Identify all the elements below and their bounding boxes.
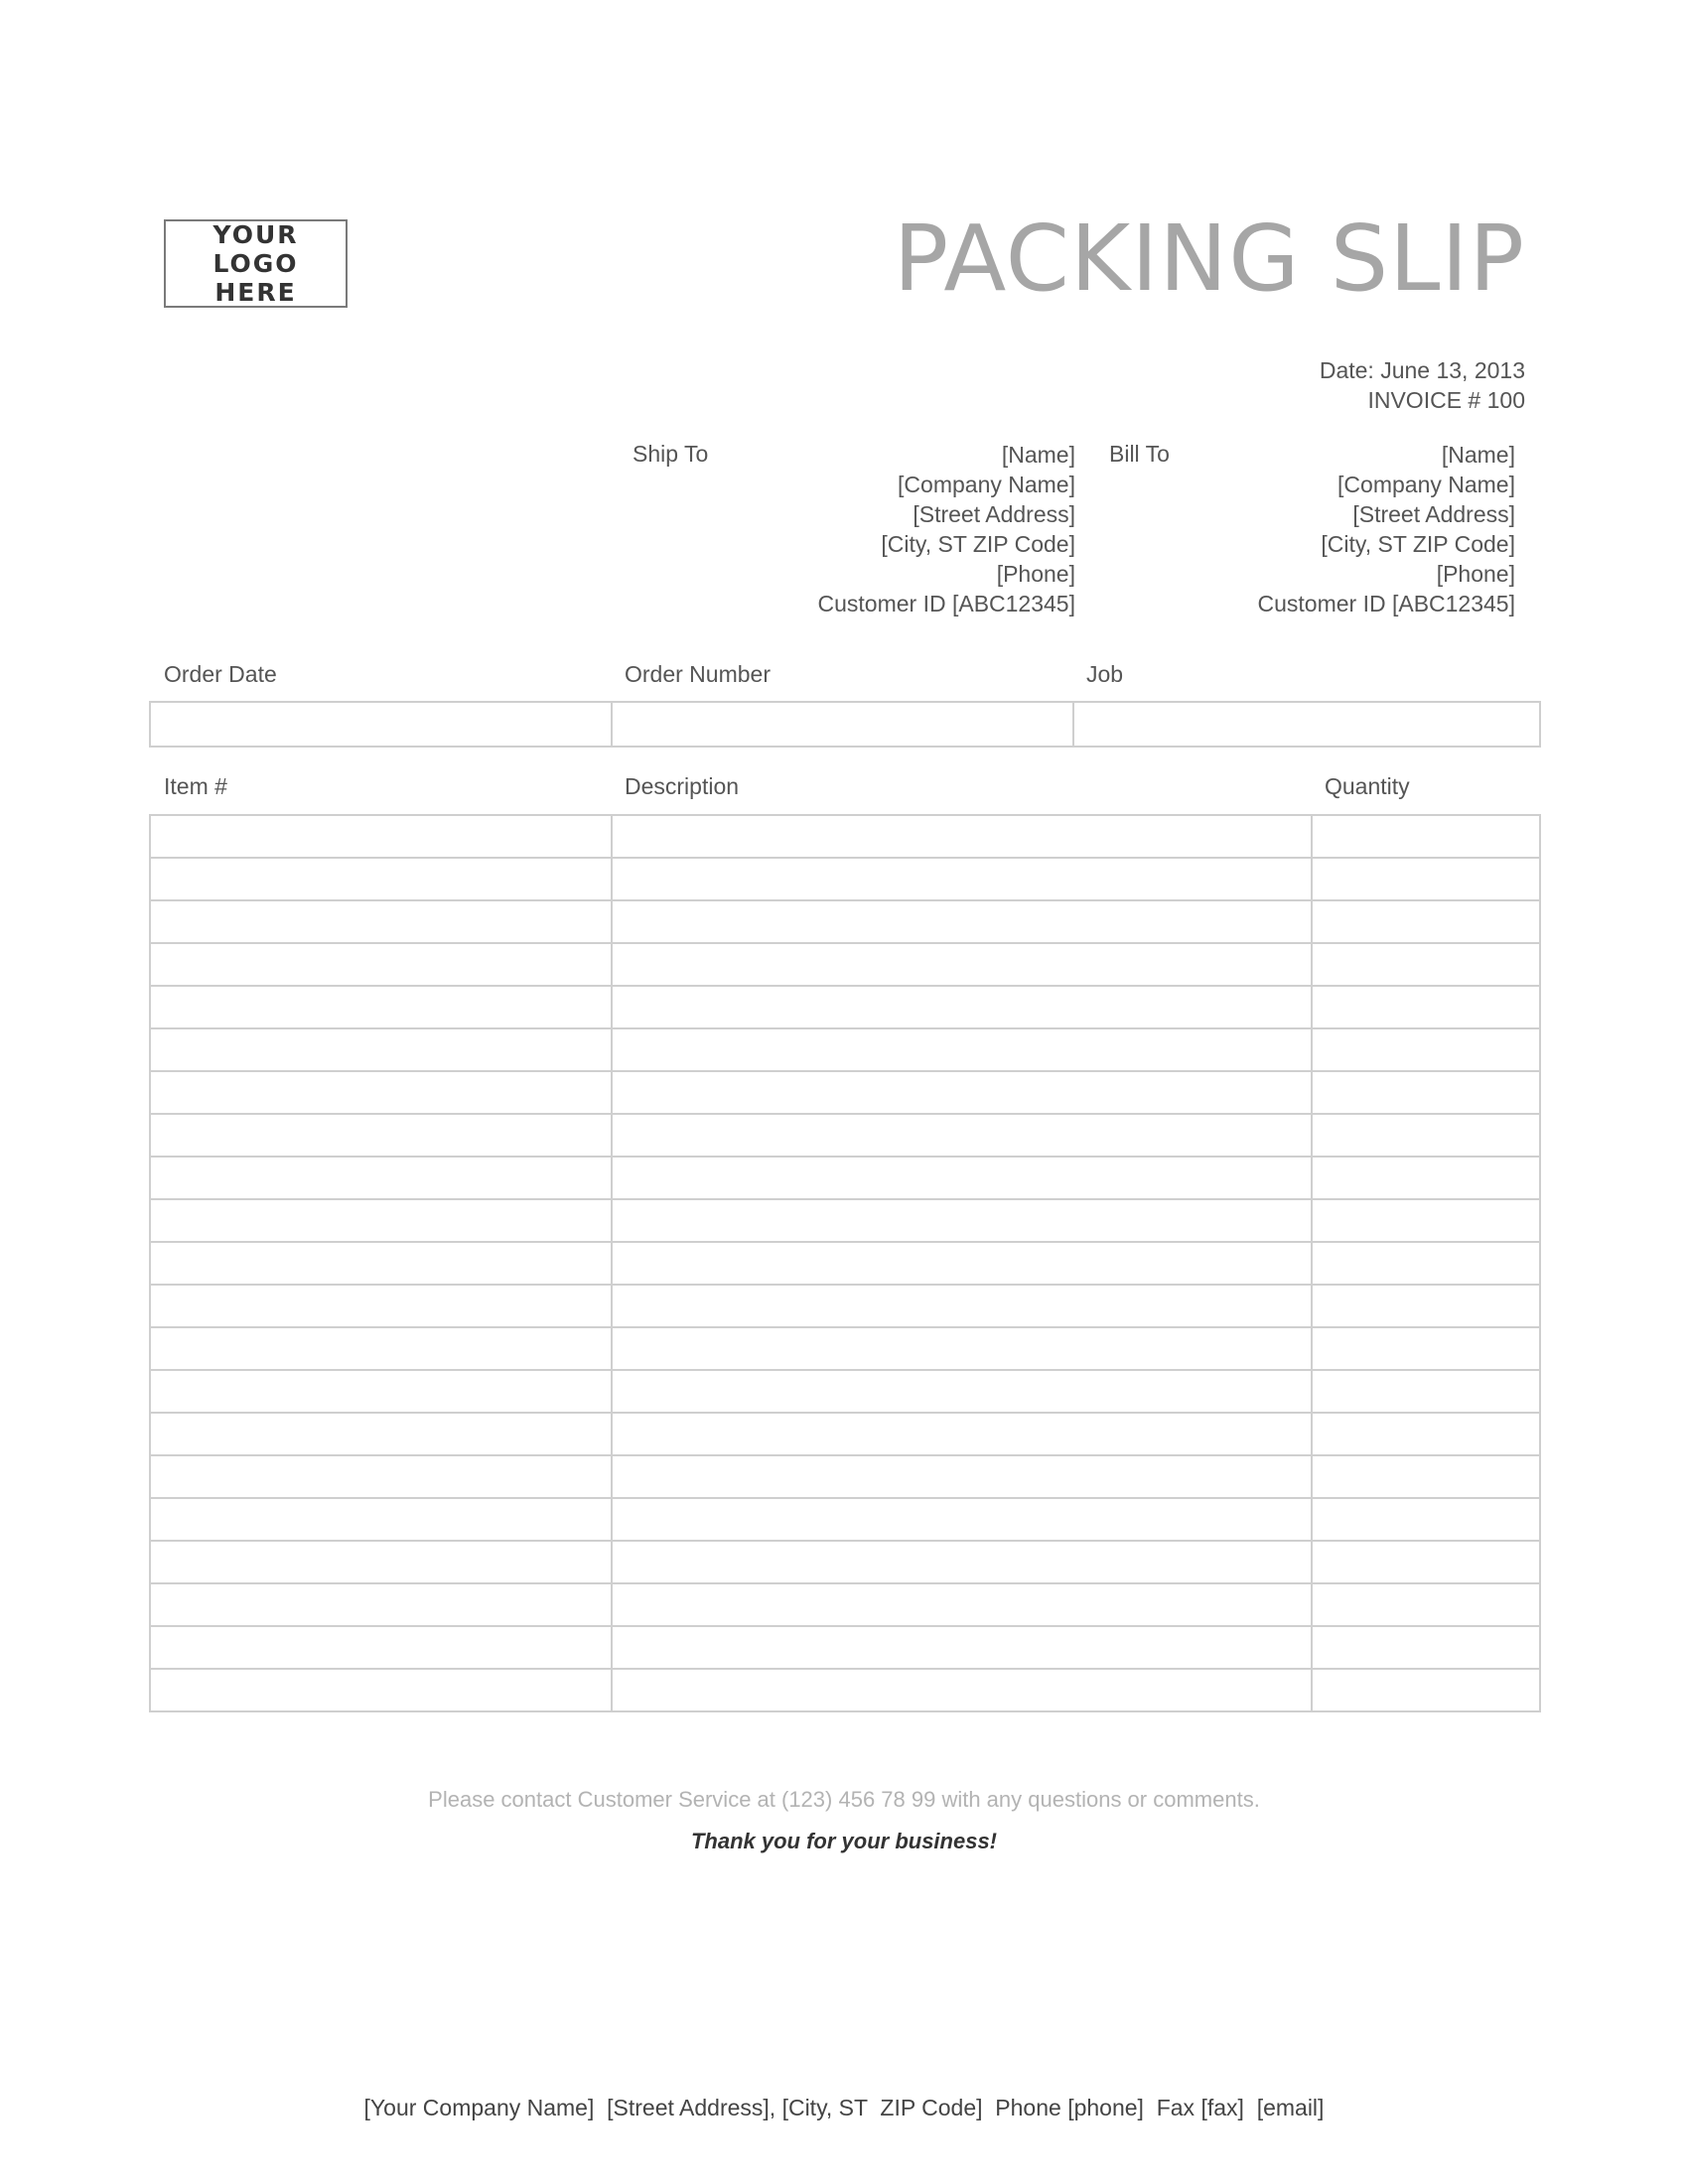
item-number-header: Item # <box>164 773 227 799</box>
quantity-cell[interactable] <box>1312 1370 1540 1413</box>
quantity-cell[interactable] <box>1312 1199 1540 1242</box>
description-cell[interactable] <box>612 986 1312 1028</box>
bill-to-phone: [Phone] <box>1436 561 1515 587</box>
table-row <box>150 1455 1540 1498</box>
order-info-table <box>149 701 1541 748</box>
ship-to-name: [Name] <box>1001 442 1075 468</box>
item-number-cell[interactable] <box>150 900 612 943</box>
logo-line-1: YOUR LOGO <box>212 220 299 278</box>
quantity-header: Quantity <box>1325 773 1410 799</box>
table-row <box>150 1498 1540 1541</box>
description-cell[interactable] <box>612 900 1312 943</box>
item-number-cell[interactable] <box>150 1157 612 1199</box>
thank-you-note: Thank you for your business! <box>690 1829 998 1853</box>
order-date-label: Order Date <box>164 661 277 687</box>
description-cell[interactable] <box>612 1669 1312 1711</box>
quantity-cell[interactable] <box>1312 1327 1540 1370</box>
description-cell[interactable] <box>612 1028 1312 1071</box>
table-row <box>150 986 1540 1028</box>
description-cell[interactable] <box>612 1114 1312 1157</box>
ship-to-city: [City, ST ZIP Code] <box>881 531 1075 557</box>
date-text: Date: June 13, 2013 <box>1319 357 1525 383</box>
bill-to-name: [Name] <box>1441 442 1515 468</box>
items-table <box>149 814 1541 1712</box>
bill-to-city: [City, ST ZIP Code] <box>1321 531 1515 557</box>
table-row <box>150 858 1540 900</box>
description-cell[interactable] <box>612 1242 1312 1285</box>
quantity-cell[interactable] <box>1312 1114 1540 1157</box>
quantity-cell[interactable] <box>1312 1285 1540 1327</box>
table-row <box>150 900 1540 943</box>
quantity-cell[interactable] <box>1312 1455 1540 1498</box>
item-number-cell[interactable] <box>150 1199 612 1242</box>
description-cell[interactable] <box>612 858 1312 900</box>
description-cell[interactable] <box>612 1370 1312 1413</box>
quantity-cell[interactable] <box>1312 1583 1540 1626</box>
company-footer: [Your Company Name] [Street Address], [City, ST ZIP Code] Phone [phone] Fax [fax] [email] <box>363 2095 1325 2120</box>
table-row <box>150 1199 1540 1242</box>
logo-placeholder <box>164 219 348 308</box>
table-row <box>150 1669 1540 1711</box>
table-row <box>150 1114 1540 1157</box>
ship-to-phone: [Phone] <box>996 561 1075 587</box>
ship-to-customer-id: Customer ID [ABC12345] <box>817 591 1075 616</box>
table-row <box>150 1583 1540 1626</box>
quantity-cell[interactable] <box>1312 1157 1540 1199</box>
item-number-cell[interactable] <box>150 815 612 858</box>
bill-to-customer-id: Customer ID [ABC12345] <box>1257 591 1515 616</box>
table-row <box>150 1327 1540 1370</box>
description-cell[interactable] <box>612 1498 1312 1541</box>
description-cell[interactable] <box>612 1285 1312 1327</box>
description-cell[interactable] <box>612 1071 1312 1114</box>
item-number-cell[interactable] <box>150 1583 612 1626</box>
ship-to-company: [Company Name] <box>898 472 1075 497</box>
quantity-cell[interactable] <box>1312 1028 1540 1071</box>
document-meta <box>1320 355 1525 415</box>
item-number-cell[interactable] <box>150 1541 612 1583</box>
table-row <box>150 1242 1540 1285</box>
item-number-cell[interactable] <box>150 1114 612 1157</box>
table-row <box>150 943 1540 986</box>
contact-note: Please contact Customer Service at (123) 456 78 99 with any questions or comments. <box>428 1787 1260 1812</box>
description-cell[interactable] <box>612 1413 1312 1455</box>
order-date-field[interactable] <box>150 702 612 747</box>
order-number-field[interactable] <box>612 702 1073 747</box>
ship-to-street: [Street Address] <box>913 501 1075 527</box>
table-row <box>150 1285 1540 1327</box>
table-row <box>150 1413 1540 1455</box>
quantity-cell[interactable] <box>1312 900 1540 943</box>
quantity-cell[interactable] <box>1312 1541 1540 1583</box>
item-number-cell[interactable] <box>150 1413 612 1455</box>
bill-to-company: [Company Name] <box>1337 472 1515 497</box>
document-title: PACKING SLIP <box>893 205 1525 312</box>
item-number-cell[interactable] <box>150 1669 612 1711</box>
item-number-cell[interactable] <box>150 1242 612 1285</box>
description-header: Description <box>625 773 740 799</box>
item-number-cell[interactable] <box>150 1327 612 1370</box>
bill-to-label: Bill To <box>1109 441 1170 467</box>
table-row <box>150 1626 1540 1669</box>
order-number-label: Order Number <box>625 661 771 687</box>
quantity-cell[interactable] <box>1312 815 1540 858</box>
quantity-cell[interactable] <box>1312 1498 1540 1541</box>
table-row <box>150 1370 1540 1413</box>
job-label: Job <box>1086 661 1124 687</box>
item-number-cell[interactable] <box>150 1455 612 1498</box>
description-cell[interactable] <box>612 1327 1312 1370</box>
item-number-cell[interactable] <box>150 1498 612 1541</box>
description-cell[interactable] <box>612 1541 1312 1583</box>
description-cell[interactable] <box>612 1583 1312 1626</box>
description-cell[interactable] <box>612 1157 1312 1199</box>
item-number-cell[interactable] <box>150 1028 612 1071</box>
item-number-cell[interactable] <box>150 943 612 986</box>
table-row <box>150 1541 1540 1583</box>
item-number-cell[interactable] <box>150 1626 612 1669</box>
item-number-cell[interactable] <box>150 1285 612 1327</box>
quantity-cell[interactable] <box>1312 1242 1540 1285</box>
quantity-cell[interactable] <box>1312 986 1540 1028</box>
description-cell[interactable] <box>612 1455 1312 1498</box>
description-cell[interactable] <box>612 815 1312 858</box>
table-row <box>150 1157 1540 1199</box>
quantity-cell[interactable] <box>1312 858 1540 900</box>
ship-to-address <box>817 440 1075 618</box>
table-row <box>150 815 1540 858</box>
quantity-cell[interactable] <box>1312 1669 1540 1711</box>
logo-line-2: HERE <box>214 278 297 307</box>
quantity-cell[interactable] <box>1312 1071 1540 1114</box>
ship-to-label: Ship To <box>633 441 709 467</box>
quantity-cell[interactable] <box>1312 1626 1540 1669</box>
quantity-cell[interactable] <box>1312 1413 1540 1455</box>
item-number-cell[interactable] <box>150 1370 612 1413</box>
table-row <box>150 1028 1540 1071</box>
invoice-number: INVOICE # 100 <box>1367 387 1525 413</box>
item-number-cell[interactable] <box>150 986 612 1028</box>
job-field[interactable] <box>1073 702 1540 747</box>
description-cell[interactable] <box>612 1626 1312 1669</box>
quantity-cell[interactable] <box>1312 943 1540 986</box>
description-cell[interactable] <box>612 943 1312 986</box>
description-cell[interactable] <box>612 1199 1312 1242</box>
item-number-cell[interactable] <box>150 1071 612 1114</box>
bill-to-address <box>1257 440 1515 618</box>
bill-to-street: [Street Address] <box>1352 501 1515 527</box>
table-row <box>150 1071 1540 1114</box>
item-number-cell[interactable] <box>150 858 612 900</box>
